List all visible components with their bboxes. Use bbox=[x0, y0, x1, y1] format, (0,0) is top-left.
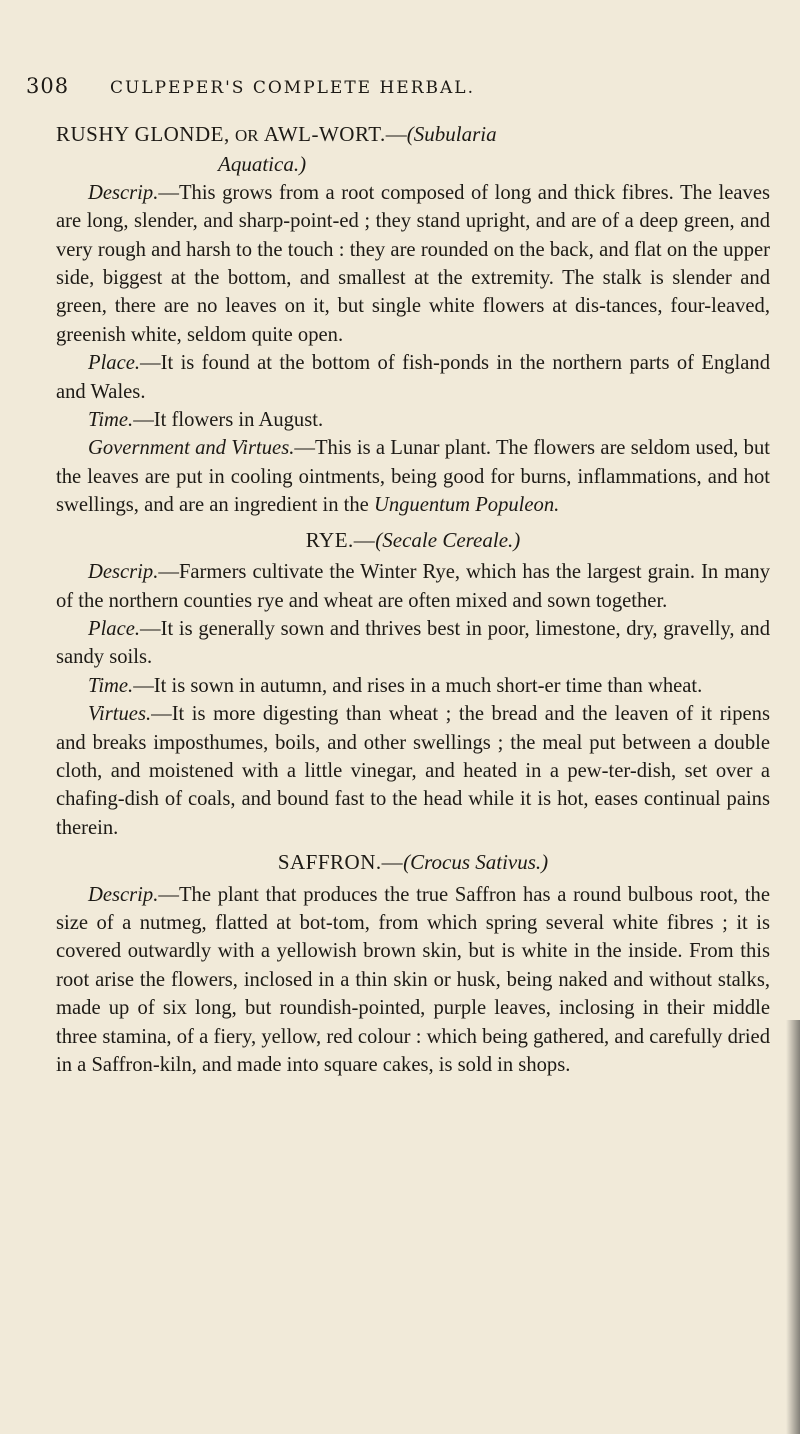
section-label: Virtues. bbox=[88, 703, 152, 726]
section-text: —It is sown in autumn, and rises in a much short-er time than wheat. bbox=[133, 674, 703, 697]
section-text: —This grows from a root composed of long and thick fibres. The leaves are long, slender, and sharp-point-ed ; they stand upright, and are of a deep green, and very rough and harsh to the touch : they are rounded on the back, and flat on the upper side, biggest at the bottom, and smallest at the extremity. The stalk is slender and green, there are no leaves on it, but single white flowers at dis-tances, four-leaved, greenish white, seldom quite open. bbox=[56, 181, 770, 346]
running-header bbox=[26, 74, 760, 98]
section-label: Government and Virtues. bbox=[88, 437, 295, 460]
entry-latin-name-cont: Aquatica.) bbox=[218, 152, 307, 177]
section-label: Place. bbox=[88, 352, 141, 375]
entry-name: RYE.— bbox=[305, 527, 376, 552]
section-label: Time. bbox=[88, 409, 134, 432]
section-virtues bbox=[56, 700, 770, 842]
section-virtues bbox=[56, 434, 770, 519]
or-connector: OR bbox=[234, 126, 259, 145]
section-label: Descrip. bbox=[88, 561, 159, 584]
section-label: Place. bbox=[88, 617, 141, 640]
section-label: Descrip. bbox=[88, 181, 159, 204]
entry-latin-name: (Secale Cereale.) bbox=[375, 527, 521, 552]
section-text: —It flowers in August. bbox=[133, 409, 324, 432]
entry-latin-name: (Subularia bbox=[406, 122, 497, 146]
section-text-italic: Unguentum Populeon. bbox=[373, 494, 560, 517]
page-number: 308 bbox=[26, 74, 70, 98]
section-description bbox=[56, 558, 770, 615]
entry-name: SAFFRON.— bbox=[277, 850, 404, 875]
section-time bbox=[56, 672, 770, 700]
section-text: —This is a Lunar plant. The flowers are seldom used, but the leaves are put in cooling ointments, being good for burns, inflammations, and hot swellings, and are an ingredient in the bbox=[56, 437, 770, 517]
entry-title bbox=[56, 526, 770, 554]
section-time bbox=[56, 406, 770, 434]
section-place bbox=[56, 349, 770, 406]
entry-title: RUSHY GLONDE, OR AWL-WORT.—(Subularia Aquatica.) bbox=[56, 120, 770, 179]
section-description bbox=[56, 881, 770, 1080]
section-text: —The plant that produces the true Saffron has a round bulbous root, the size of a nutmeg, flatted at bot-tom, from which spring several white fibres ; it is covered outwardly with a yellowish brown skin, but is white in the inside. From this root arise the flowers, inclosed in a thin skin or husk, being naked and without stalks, made up of six long, but roundish-pointed, purple leaves, inclosing in their middle three stamina, of a fiery, yellow, red colour : which being gathered, and carefully dried in a Saffron-kiln, and made into square cakes, is sold in shops. bbox=[56, 883, 770, 1076]
section-place bbox=[56, 615, 770, 672]
entry-saffron bbox=[56, 848, 770, 1079]
section-label: Time. bbox=[88, 674, 134, 697]
section-label: Descrip. bbox=[88, 883, 159, 906]
section-text: —It is found at the bottom of fish-ponds in the northern parts of England and Wales. bbox=[56, 352, 770, 403]
entry-alt-name: AWL-WORT. bbox=[263, 122, 386, 146]
section-text: —Farmers cultivate the Winter Rye, which has the largest grain. In many of the northern counties rye and wheat are often mixed and sown together. bbox=[56, 561, 770, 612]
entry-rye bbox=[56, 526, 770, 842]
section-text: —It is generally sown and thrives best in poor, limestone, dry, gravelly, and sandy soils. bbox=[56, 617, 770, 669]
entry-title bbox=[56, 848, 770, 876]
page-edge-shadow bbox=[786, 1020, 800, 1434]
section-text: —It is more digesting than wheat ; the bread and the leaven of it ripens and breaks imposthumes, boils, and other swellings ; the meal put between a double cloth, and moistened with a little vinegar, and heated in a pew-ter-dish, set over a chafing-dish of coals, and bound fast to the head while it is hot, eases continual pains therein. bbox=[56, 703, 770, 839]
running-title: CULPEPER'S COMPLETE HERBAL. bbox=[110, 78, 475, 98]
entry-latin-name: (Crocus Sativus.) bbox=[403, 850, 549, 875]
page-body bbox=[56, 120, 770, 1079]
section-description bbox=[56, 179, 770, 349]
entry-rushy-glonde bbox=[56, 120, 770, 520]
entry-name: RUSHY GLONDE, bbox=[56, 122, 230, 146]
